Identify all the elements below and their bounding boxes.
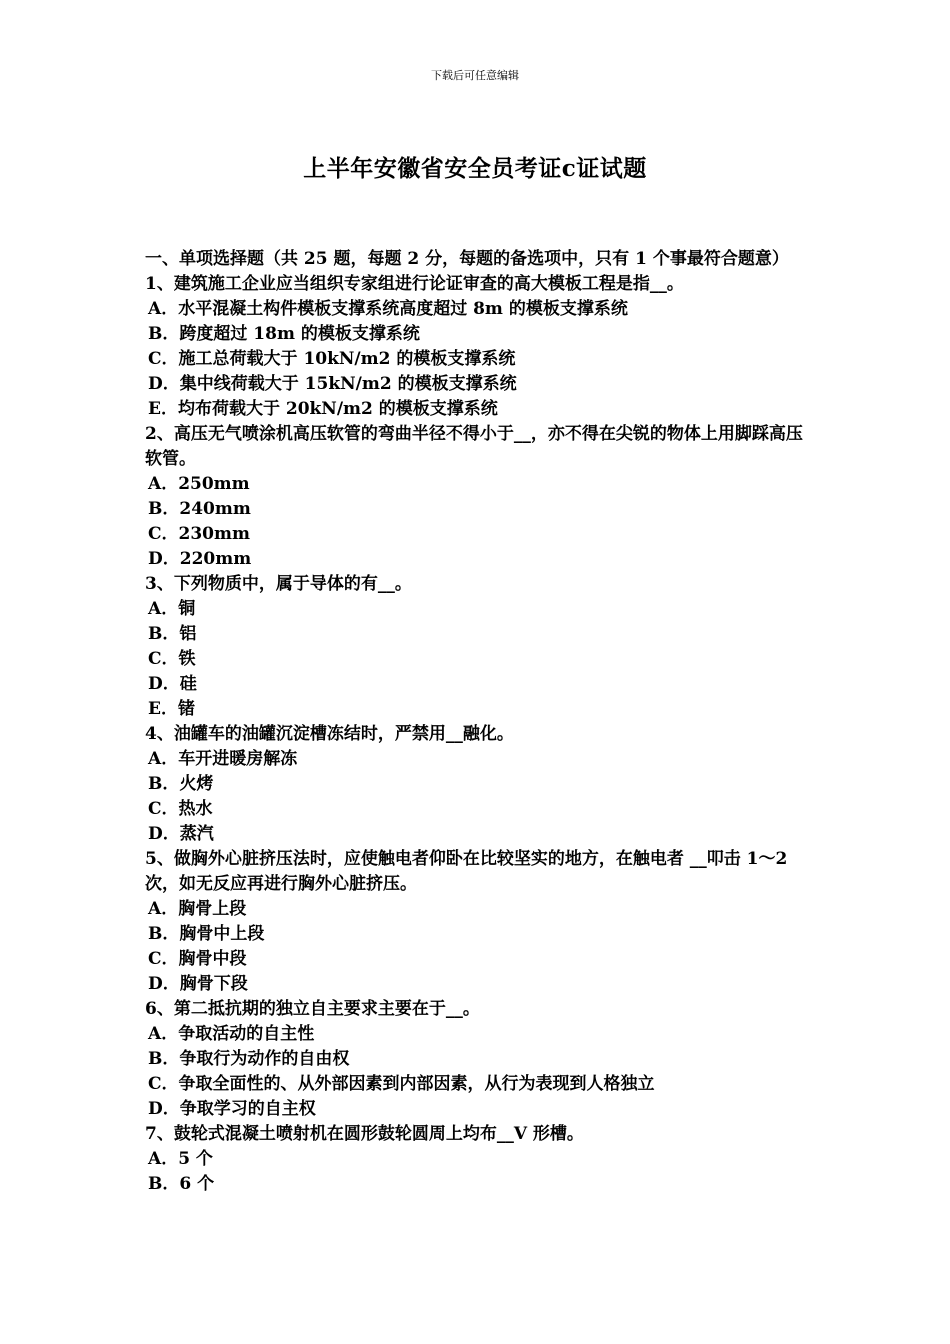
option-d: D．争取学习的自主权 (148, 1099, 316, 1119)
option-a: A．胸骨上段 (148, 899, 247, 919)
question-1 (145, 272, 810, 422)
option-c: C．争取全面性的、从外部因素到内部因素，从行为表现到人格独立 (148, 1074, 655, 1094)
question-stem: 5、做胸外心脏挤压法时，应使触电者仰卧在比较坚实的地方，在触电者 __叩击 1～2 次，如无反应再进行胸外心脏挤压。 (145, 849, 788, 894)
option-a: A．水平混凝土构件模板支撑系统高度超过 8m 的模板支撑系统 (148, 299, 628, 319)
option-b: B．240mm (148, 499, 251, 519)
option-b: B．铝 (148, 624, 197, 644)
option-d: D．220mm (148, 549, 252, 569)
question-stem: 2、高压无气喷涂机高压软管的弯曲半径不得小于__，亦不得在尖锐的物体上用脚踩高压软管。 (145, 424, 803, 469)
option-c: C．铁 (148, 649, 196, 669)
option-b: B．火烤 (148, 774, 214, 794)
option-c: C．胸骨中段 (148, 949, 247, 969)
document-title: 上半年安徽省安全员考证c证试题 (303, 155, 647, 182)
option-c: C．施工总荷载大于 10kN/m2 的模板支撑系统 (148, 349, 516, 369)
option-c: C．热水 (148, 799, 213, 819)
question-5 (145, 847, 810, 997)
option-e: E．均布荷载大于 20kN/m2 的模板支撑系统 (148, 399, 498, 419)
option-b: B．胸骨中上段 (148, 924, 265, 944)
document-body (145, 247, 810, 1197)
question-stem: 6、第二抵抗期的独立自主要求主要在于__。 (145, 999, 480, 1019)
option-a: A．铜 (148, 599, 196, 619)
question-stem: 7、鼓轮式混凝土喷射机在圆形鼓轮圆周上均布__V 形槽。 (145, 1124, 584, 1144)
section-heading: 一、单项选择题（共 25 题，每题 2 分，每题的备选项中，只有 1 个事最符合题意） (145, 249, 789, 269)
option-e: E．锗 (148, 699, 195, 719)
question-stem: 1、建筑施工企业应当组织专家组进行论证审查的高大模板工程是指__。 (145, 274, 684, 294)
header-note: 下载后可任意编辑 (431, 69, 519, 82)
option-a: A．250mm (148, 474, 250, 494)
option-a: A．争取活动的自主性 (148, 1024, 315, 1044)
option-b: B．6 个 (148, 1174, 215, 1194)
question-4 (145, 722, 810, 847)
option-a: A．5 个 (148, 1149, 213, 1169)
option-b: B．跨度超过 18m 的模板支撑系统 (148, 324, 420, 344)
question-7 (145, 1122, 810, 1197)
question-3 (145, 572, 810, 722)
option-d: D．硅 (148, 674, 197, 694)
option-d: D．集中线荷载大于 15kN/m2 的模板支撑系统 (148, 374, 517, 394)
question-2 (145, 422, 810, 572)
option-a: A．车开进暖房解冻 (148, 749, 298, 769)
question-6 (145, 997, 810, 1122)
option-b: B．争取行为动作的自由权 (148, 1049, 350, 1069)
question-stem: 3、下列物质中，属于导体的有__。 (145, 574, 412, 594)
option-d: D．胸骨下段 (148, 974, 248, 994)
option-c: C．230mm (148, 524, 250, 544)
question-stem: 4、油罐车的油罐沉淀槽冻结时，严禁用__融化。 (145, 724, 514, 744)
option-d: D．蒸汽 (148, 824, 214, 844)
